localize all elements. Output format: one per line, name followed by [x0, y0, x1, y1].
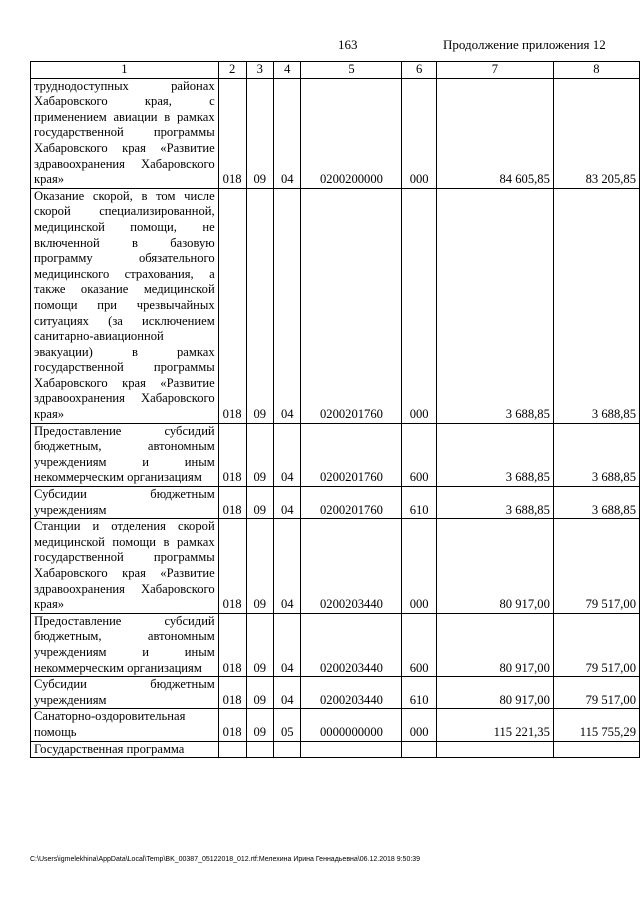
row-name: Оказание скорой, в том числе скорой специализированной, медицинской помощи, не включенной в базовую программу обязательного медицинского страхования, а также оказание медицинской помощи при чрезвычайных ситуациях (за исключением санитарно-авиационной эвакуации) в рамках государственной программы Хабаровского края «Развитие здравоохранения Хабаровского края»: [31, 188, 219, 423]
row-name: Станции и отделения скорой медицинской помощи в рамках государственной программы Хабаровского края «Развитие здравоохранения Хабаровского края»: [31, 519, 219, 614]
appendix-label: Продолжение приложения 12: [443, 37, 606, 52]
subsection-code: 04: [274, 613, 301, 676]
expense-type-code: 600: [402, 613, 436, 676]
expense-type-code: 000: [402, 519, 436, 614]
row-name: Субсидии бюджетным учреждениям: [31, 487, 219, 519]
row-name: Санаторно-оздоровительная помощь: [31, 709, 219, 741]
section-code: 09: [246, 423, 273, 486]
ministry-code: 018: [218, 423, 246, 486]
subsection-code: 04: [274, 78, 301, 188]
ministry-code: 018: [218, 709, 246, 741]
amount-year-1: 80 917,00: [436, 613, 553, 676]
amount-year-2: 3 688,85: [553, 188, 639, 423]
column-header: 3: [246, 62, 273, 79]
amount-year-2: 79 517,00: [553, 677, 639, 709]
amount-year-1: 3 688,85: [436, 487, 553, 519]
page-number: 163: [338, 37, 358, 52]
section-code: 09: [246, 188, 273, 423]
amount-year-1: 3 688,85: [436, 188, 553, 423]
expense-type-code: 000: [402, 188, 436, 423]
target-article-code: 0000000000: [301, 709, 402, 741]
table-row: [31, 519, 640, 614]
expense-type-code: 000: [402, 78, 436, 188]
expense-type-code: 610: [402, 487, 436, 519]
target-article-code: 0200201760: [301, 423, 402, 486]
amount-year-2: 3 688,85: [553, 423, 639, 486]
section-code: 09: [246, 487, 273, 519]
ministry-code: 018: [218, 188, 246, 423]
column-header: 2: [218, 62, 246, 79]
expense-type-code: 600: [402, 423, 436, 486]
continuation-row: [31, 741, 640, 758]
section-code: 09: [246, 78, 273, 188]
subsection-code: 04: [274, 519, 301, 614]
ministry-code: 018: [218, 677, 246, 709]
target-article-code: 0200201760: [301, 188, 402, 423]
expense-type-code: 610: [402, 677, 436, 709]
section-code: 09: [246, 613, 273, 676]
column-header: 5: [301, 62, 402, 79]
table-row: [31, 487, 640, 519]
table-row: [31, 78, 640, 188]
section-code: 09: [246, 709, 273, 741]
column-header-row: [31, 62, 640, 79]
target-article-code: 0200200000: [301, 78, 402, 188]
section-code: 09: [246, 677, 273, 709]
budget-table: [30, 61, 640, 758]
table-row: [31, 677, 640, 709]
target-article-code: 0200203440: [301, 677, 402, 709]
amount-year-2: 3 688,85: [553, 487, 639, 519]
subsection-code: 04: [274, 487, 301, 519]
section-code: 09: [246, 519, 273, 614]
file-path-footer: C:\Users\igmelekhina\AppData\Local\Temp\BK_00387_05122018_012.rtf:Мелехина Ирина Геннадьевна\06.12.2018 9:50:39: [30, 856, 421, 863]
ministry-code: 018: [218, 519, 246, 614]
table-row: [31, 423, 640, 486]
amount-year-2: 79 517,00: [553, 519, 639, 614]
amount-year-2: 83 205,85: [553, 78, 639, 188]
amount-year-1: 3 688,85: [436, 423, 553, 486]
table-row: [31, 709, 640, 741]
row-name: Предоставление субсидий бюджетным, автономным учреждениям и иным некоммерческим организациям: [31, 613, 219, 676]
subsection-code: 05: [274, 709, 301, 741]
column-header: 8: [553, 62, 639, 79]
row-name: Субсидии бюджетным учреждениям: [31, 677, 219, 709]
target-article-code: 0200203440: [301, 519, 402, 614]
target-article-code: 0200201760: [301, 487, 402, 519]
ministry-code: 018: [218, 78, 246, 188]
subsection-code: 04: [274, 677, 301, 709]
column-header: 6: [402, 62, 436, 79]
row-name: Предоставление субсидий бюджетным, автономным учреждениям и иным некоммерческим организациям: [31, 423, 219, 486]
ministry-code: 018: [218, 613, 246, 676]
continuation-name: Государственная программа: [31, 741, 219, 758]
target-article-code: 0200203440: [301, 613, 402, 676]
ministry-code: 018: [218, 487, 246, 519]
subsection-code: 04: [274, 423, 301, 486]
row-name: труднодоступных районах Хабаровского края, с применением авиации в рамках государственной программы Хабаровского края «Развитие здравоохранения Хабаровского края»: [31, 78, 219, 188]
amount-year-2: 79 517,00: [553, 613, 639, 676]
table-row: [31, 188, 640, 423]
amount-year-1: 80 917,00: [436, 519, 553, 614]
column-header: 1: [31, 62, 219, 79]
expense-type-code: 000: [402, 709, 436, 741]
column-header: 4: [274, 62, 301, 79]
amount-year-2: 115 755,29: [553, 709, 639, 741]
column-header: 7: [436, 62, 553, 79]
table-row: [31, 613, 640, 676]
amount-year-1: 115 221,35: [436, 709, 553, 741]
subsection-code: 04: [274, 188, 301, 423]
amount-year-1: 84 605,85: [436, 78, 553, 188]
amount-year-1: 80 917,00: [436, 677, 553, 709]
